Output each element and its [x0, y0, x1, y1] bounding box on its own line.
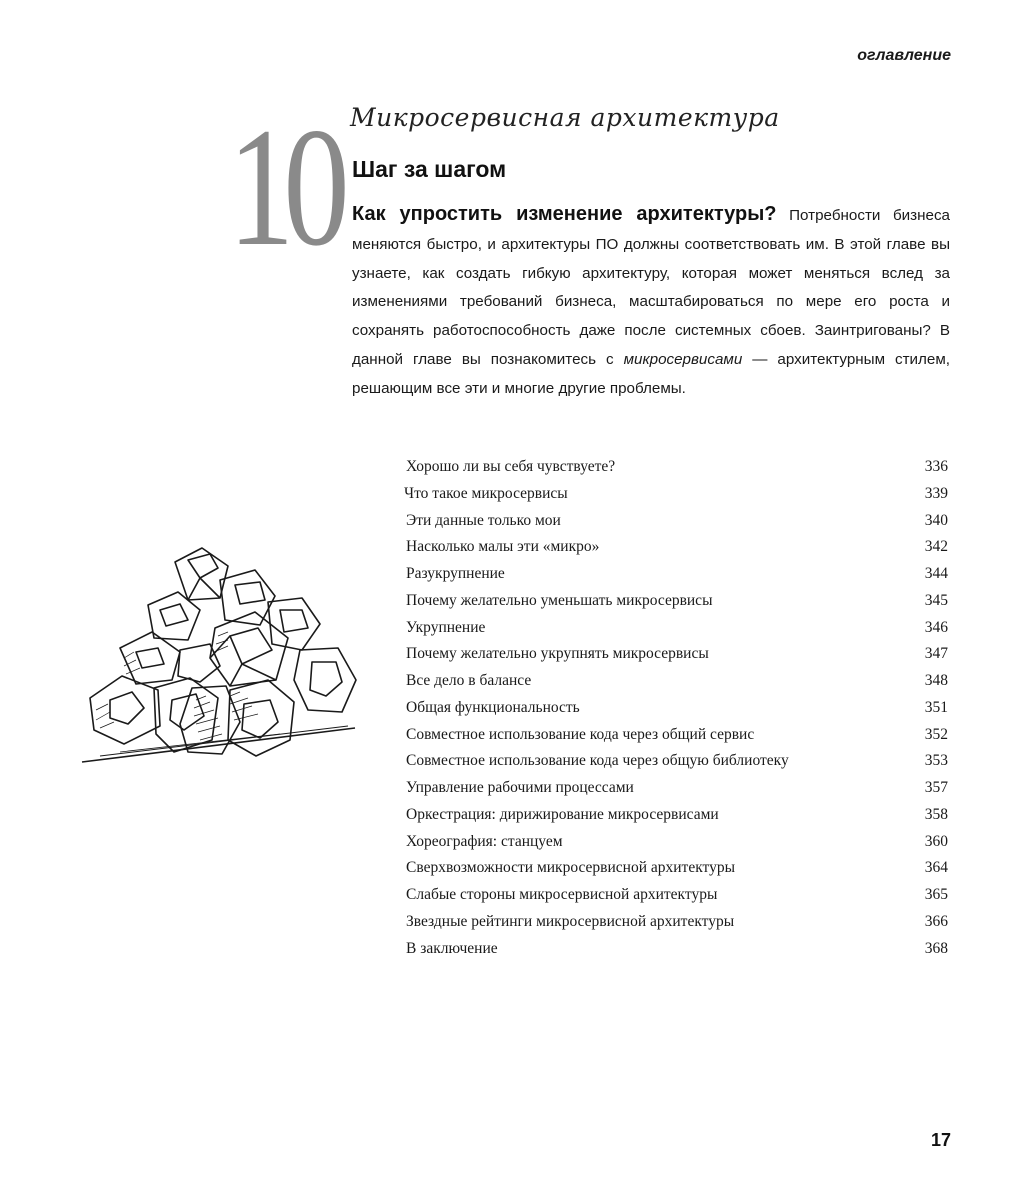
toc-entry-title: Все дело в балансе [406, 672, 532, 689]
toc-entry-page: 360 [924, 832, 948, 850]
toc-entry-page: 366 [924, 912, 948, 930]
toc-entry-page: 368 [924, 939, 948, 957]
intro-text-end: — архитектурным стилем, решающим все эти и многие другие проблемы. [352, 350, 951, 397]
toc-entry-page: 365 [924, 886, 948, 903]
page-number: 17 [930, 1130, 951, 1150]
gems-pile-icon [80, 540, 360, 770]
toc-row[interactable] [406, 909, 948, 936]
toc-row[interactable] [406, 508, 948, 535]
toc-entry-page: 336 [924, 458, 948, 475]
toc-entry-title: Оркестрация: дирижирование микросервисами [406, 805, 719, 823]
toc-entry-title: Разукрупнение [406, 565, 505, 582]
toc-entry-page: 364 [924, 859, 948, 877]
toc-entry-page: 358 [924, 805, 948, 823]
toc-entry-title: Общая функциональность [406, 698, 580, 716]
toc-row[interactable] [406, 855, 948, 882]
toc-entry-page: 353 [924, 752, 948, 770]
toc-row[interactable] [406, 534, 948, 561]
toc-entry-page: 346 [924, 618, 948, 636]
chapter-intro [352, 200, 950, 404]
toc-row[interactable] [406, 882, 948, 909]
toc-row[interactable] [406, 561, 948, 588]
intro-lead: Как упростить изменение архитектуры? [352, 203, 777, 225]
toc-entry-page: 345 [924, 591, 948, 609]
toc-entry-page: 357 [924, 779, 948, 796]
toc-entry-page: 342 [924, 538, 948, 556]
toc-row[interactable] [406, 588, 948, 615]
toc-entry-title: Совместное использование кода через общий сервис [406, 725, 755, 743]
toc-entry-title: В заключение [406, 939, 498, 957]
toc-row[interactable] [406, 936, 948, 963]
toc-row[interactable] [406, 481, 948, 508]
chapter-subtitle: Шаг за шагом [352, 156, 507, 182]
toc-entry-title: Совместное использование кода через общую библиотеку [406, 752, 789, 770]
toc-entry-page: 340 [924, 511, 948, 529]
toc-row[interactable] [406, 802, 948, 829]
toc-entry-page: 347 [924, 645, 948, 663]
toc-entry-title: Сверхвозможности микросервисной архитектуры [406, 859, 736, 877]
toc-entry-title: Управление рабочими процессами [406, 779, 634, 796]
toc-row[interactable] [406, 829, 948, 856]
toc-row[interactable] [406, 668, 948, 695]
toc-row[interactable] [406, 641, 948, 668]
toc-row[interactable] [406, 775, 948, 802]
intro-emphasis: микросервисами [623, 350, 743, 368]
toc-row[interactable] [406, 722, 948, 749]
toc-row[interactable] [406, 748, 948, 775]
chapter-title: Микросервисная архитектура [350, 103, 780, 132]
toc-row[interactable] [406, 695, 948, 722]
toc-entry-page: 352 [924, 725, 948, 743]
toc-entry-title: Что такое микросервисы [404, 484, 568, 502]
toc-entry-title: Слабые стороны микросервисной архитектуры [406, 886, 718, 903]
running-head: оглавление [857, 47, 951, 64]
toc-entry-page: 344 [924, 565, 948, 582]
toc-row[interactable] [406, 615, 948, 642]
intro-text: Потребности бизнеса меняются быстро, и архитектуры ПО должны соответствовать им. В этой главе вы узнаете, как создать гибкую архитектуру, которая может меняться вслед за изменениями требований бизнеса, масштабироваться по мере его роста и сохранять работоспособность даже после системных сбоев. Заинтригованы? В данной главе вы познакомитесь с [352, 207, 951, 368]
toc-entry-page: 351 [924, 698, 948, 716]
toc-entry-title: Хореография: станцуем [406, 832, 563, 850]
toc-entry-title: Звездные рейтинги микросервисной архитектуры [406, 912, 735, 930]
toc-entry-page: 339 [924, 484, 948, 502]
toc-entry-title: Почему желательно уменьшать микросервисы [406, 591, 713, 609]
toc-entry-page: 348 [924, 672, 948, 689]
toc-list [406, 454, 948, 962]
toc-entry-title: Эти данные только мои [406, 511, 561, 529]
toc-row[interactable] [406, 454, 948, 481]
toc-entry-title: Почему желательно укрупнять микросервисы [406, 645, 709, 663]
chapter-number: 10 [228, 93, 339, 281]
toc-entry-title: Насколько малы эти «микро» [406, 538, 600, 556]
toc-entry-title: Хорошо ли вы себя чувствуете? [406, 458, 616, 475]
toc-entry-title: Укрупнение [406, 618, 486, 636]
